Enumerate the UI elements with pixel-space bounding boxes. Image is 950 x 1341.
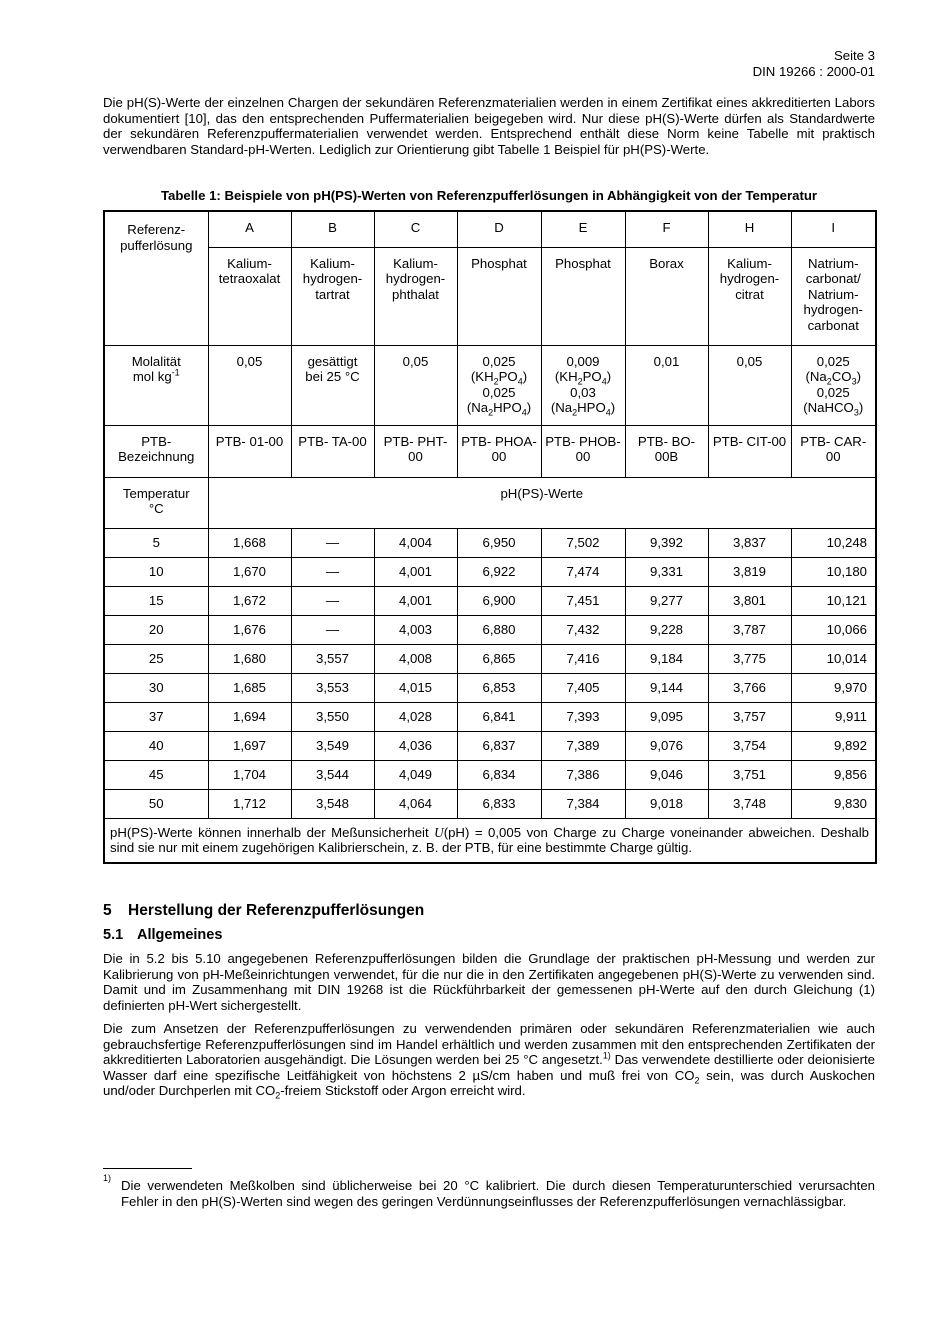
ph-value-cell: 3,751 <box>708 760 791 789</box>
ph-value-cell: 4,049 <box>374 760 457 789</box>
buffer-name-cell: Phosphat <box>457 247 541 345</box>
molality-label: Molalität <box>131 353 181 369</box>
ph-value-cell: — <box>291 586 374 615</box>
ptb-cell: PTB- PHOB-00 <box>541 425 625 477</box>
table-row <box>104 615 876 644</box>
ph-value-cell: 9,184 <box>625 644 708 673</box>
ph-value-cell: 3,544 <box>291 760 374 789</box>
letter-cell: C <box>374 211 457 247</box>
table-row <box>104 789 876 818</box>
temperature-cell: 45 <box>104 760 208 789</box>
table-row <box>104 644 876 673</box>
ph-value-cell: 4,003 <box>374 615 457 644</box>
buffer-name-cell: Kalium-tetraoxalat <box>208 247 291 345</box>
ph-value-cell: 4,001 <box>374 586 457 615</box>
ph-value-cell: 6,841 <box>457 702 541 731</box>
ph-value-cell: 3,837 <box>708 528 791 557</box>
ph-value-cell: 4,064 <box>374 789 457 818</box>
document-id: DIN 19266 : 2000-01 <box>752 64 875 79</box>
ph-value-cell: 7,389 <box>541 731 625 760</box>
ph-value-cell: 1,694 <box>208 702 291 731</box>
ph-value-cell: 4,028 <box>374 702 457 731</box>
buffer-name-cell: Kalium-hydrogen-phthalat <box>374 247 457 345</box>
temperature-cell: 37 <box>104 702 208 731</box>
footnote-text: Die verwendeten Meßkolben sind üblicherweise bei 20 °C kalibriert. Die durch diesen Temperaturunterschied verursachten Fehler in den pH(S)-Werten sind wegen des geringen Verdünnungseinflusses der Referenzpufferlösungen vernachlässigbar. <box>121 1178 875 1209</box>
molality-unit: mol $kg^{-1}$ <box>132 367 180 385</box>
buffer-name-cell: Kalium-hydrogen-citrat <box>708 247 791 345</box>
page-header <box>753 48 875 80</box>
ptb-cell: PTB- CIT-00 <box>708 425 791 477</box>
ptb-cell: PTB- PHT-00 <box>374 425 457 477</box>
ph-value-cell: 1,685 <box>208 673 291 702</box>
ph-value-cell: 9,277 <box>625 586 708 615</box>
ph-value-cell: 9,046 <box>625 760 708 789</box>
molality-cell: 0,01 <box>625 345 708 425</box>
footnote: 1) Die verwendeten Meßkolben sind üblicherweise bei 20 °C kalibriert. Die durch diesen Temperaturunterschied verursachten Fehler in den pH(S)-Werten sind wegen des geringen Verdünnungseinflusses der Referenzpufferlösungen vernachlässigbar. <box>103 1173 875 1209</box>
ptb-cell: PTB- 01-00 <box>208 425 291 477</box>
table-row <box>104 586 876 615</box>
ph-value-cell: 9,892 <box>791 731 876 760</box>
molality-cell: gesättigt bei 25 °C <box>291 345 374 425</box>
ph-value-cell: 9,076 <box>625 731 708 760</box>
letter-cell: H <box>708 211 791 247</box>
ptb-cell: PTB- PHOA-00 <box>457 425 541 477</box>
buffer-table <box>103 210 877 864</box>
ph-value-cell: 7,474 <box>541 557 625 586</box>
paragraph-2: Die zum Ansetzen der Referenzpufferlösungen zu verwendenden primären oder sekundären Referenzmaterialien wie auch gebrauchsfertige Referenzpufferlösungen sind im Handel erhältlich und werden zusammen mit den entsprechenden Zertifikaten der akkreditierten Laboratorien ausgehändigt. Die Lösungen werden bei 25 °C angesetzt.$^{1)}$ Das verwendete destillierte oder deionisierte Wasser darf eine spezifische Leitfähigkeit von höchstens 2 µS/cm haben und muß frei von $CO_2$ sein, was durch Auskochen und/oder Durchperlen mit $CO_2$-freiem Stickstoff oder Argon erreicht wird. <box>103 1021 875 1102</box>
temperature-cell: 20 <box>104 615 208 644</box>
letter-cell: D <box>457 211 541 247</box>
ph-value-cell: 3,754 <box>708 731 791 760</box>
buffer-label-cell <box>104 211 208 345</box>
ph-value-cell: 10,066 <box>791 615 876 644</box>
ph-value-cell: 6,950 <box>457 528 541 557</box>
ph-value-cell: 9,830 <box>791 789 876 818</box>
ph-value-cell: — <box>291 615 374 644</box>
ph-value-cell: 6,833 <box>457 789 541 818</box>
ph-value-cell: 3,775 <box>708 644 791 673</box>
molality-cell: 0,05 <box>708 345 791 425</box>
ph-value-cell: 3,801 <box>708 586 791 615</box>
ph-value-cell: 7,384 <box>541 789 625 818</box>
ph-value-cell: 3,553 <box>291 673 374 702</box>
intro-paragraph: Die pH(S)-Werte der einzelnen Chargen der sekundären Referenzmaterialien werden in einem Zertifikat eines akkreditierten Labors dokumentiert [10], das den entsprechenden Puffermaterialien beigegeben wird. Nur diese pH(S)-Werte dürfen als Standardwerte der sekundären Referenzpuffermaterialien verwendet werden. Entsprechend enthält diese Norm keine Tabelle mit praktisch verwendbaren Standard-pH-Werten. Lediglich zur Orientierung gibt Tabelle 1 Beispiel für pH(PS)-Werte. <box>103 95 875 157</box>
ph-value-cell: 3,549 <box>291 731 374 760</box>
buffer-name-cell: Borax <box>625 247 708 345</box>
molality-label-cell <box>104 345 208 425</box>
temperature-cell: 15 <box>104 586 208 615</box>
ph-value-cell: 6,865 <box>457 644 541 673</box>
ph-value-cell: 3,748 <box>708 789 791 818</box>
ph-value-cell: 6,922 <box>457 557 541 586</box>
buffer-name-cell: Kalium-hydrogen-tartrat <box>291 247 374 345</box>
ph-value-cell: 6,900 <box>457 586 541 615</box>
ph-value-cell: 9,856 <box>791 760 876 789</box>
ph-value-cell: 9,970 <box>791 673 876 702</box>
ph-value-cell: 7,451 <box>541 586 625 615</box>
molality-cell: 0,025 $(KH_2PO_4)$ 0,025 $(Na_2HPO_4)$ <box>457 345 541 425</box>
letter-cell: A <box>208 211 291 247</box>
molality-cell: 0,05 <box>208 345 291 425</box>
ph-value-cell: 7,393 <box>541 702 625 731</box>
page-number: Seite 3 <box>833 48 875 63</box>
ph-value-cell: 7,405 <box>541 673 625 702</box>
ph-value-cell: 3,757 <box>708 702 791 731</box>
ph-value-cell: 7,416 <box>541 644 625 673</box>
footnote-reference: 1) <box>602 1050 611 1061</box>
ph-value-cell: 10,121 <box>791 586 876 615</box>
ph-value-cell: 9,331 <box>625 557 708 586</box>
ph-value-cell: 7,386 <box>541 760 625 789</box>
buffer-label: Referenz-pufferlösung <box>120 222 193 253</box>
ph-value-cell: 1,676 <box>208 615 291 644</box>
ph-value-cell: 9,911 <box>791 702 876 731</box>
ph-value-cell: 1,672 <box>208 586 291 615</box>
buffer-name-cell: Natrium-carbonat/ Natrium-hydrogen-carbonat <box>791 247 876 345</box>
temperature-cell: 30 <box>104 673 208 702</box>
table-note: pH(PS)-Werte können innerhalb der Meßunsicherheit U(pH) = 0,005 von Charge zu Charge voneinander abweichen. Deshalb sind sie nur mit einem zugehörigen Kalibrierschein, z. B. der PTB, für eine bestimmte Charge gültig. <box>104 818 876 863</box>
ph-value-cell: 4,036 <box>374 731 457 760</box>
ph-value-cell: 3,548 <box>291 789 374 818</box>
molality-cell: 0,009 $(KH_2PO_4)$ 0,03 $(Na_2HPO_4)$ <box>541 345 625 425</box>
table-row <box>104 528 876 557</box>
letter-cell: E <box>541 211 625 247</box>
paragraph-1: Die in 5.2 bis 5.10 angegebenen Referenzpufferlösungen bilden die Grundlage der praktischen pH-Messung und werden zur Kalibrierung von pH-Meßeinrichtungen verwendet, für die nur die in den Zertifikaten angegebenen pH(S)-Werte zu verwenden sind. Damit und im Zusammenhang mit DIN 19268 ist die Rückführbarkeit der gemessenen pH-Werte auf den durch Gleichung (1) definierten pH-Wert sichergestellt. <box>103 951 875 1013</box>
ph-value-cell: 9,018 <box>625 789 708 818</box>
ph-values-header: pH(PS)-Werte <box>208 477 876 528</box>
ph-value-cell: 10,180 <box>791 557 876 586</box>
ph-value-cell: 9,144 <box>625 673 708 702</box>
ph-value-cell: 4,004 <box>374 528 457 557</box>
ph-value-cell: 3,550 <box>291 702 374 731</box>
ph-value-cell: 7,432 <box>541 615 625 644</box>
ph-value-cell: 1,697 <box>208 731 291 760</box>
ptb-cell: PTB- BO-00B <box>625 425 708 477</box>
table-row <box>104 557 876 586</box>
ptb-cell: PTB- TA-00 <box>291 425 374 477</box>
ph-value-cell: 7,502 <box>541 528 625 557</box>
table-row <box>104 673 876 702</box>
ph-value-cell: 1,704 <box>208 760 291 789</box>
ph-value-cell: 1,712 <box>208 789 291 818</box>
ph-value-cell: 9,095 <box>625 702 708 731</box>
molality-cell: 0,025 $(Na_2CO_3)$ 0,025 (NaHCO$_3$) <box>791 345 876 425</box>
ph-value-cell: 4,015 <box>374 673 457 702</box>
section-5-heading: 5 Herstellung der Referenzpufferlösungen <box>103 902 425 919</box>
section-5-1-heading: 5.1 Allgemeines <box>103 927 223 943</box>
ph-value-cell: 6,880 <box>457 615 541 644</box>
table-caption: Tabelle 1: Beispiele von pH(PS)-Werten von Referenzpufferlösungen in Abhängigkeit von der Temperatur <box>160 188 818 203</box>
ph-value-cell: 10,248 <box>791 528 876 557</box>
table-row <box>104 731 876 760</box>
molality-cell: 0,05 <box>374 345 457 425</box>
temperature-label-cell: Temperatur °C <box>104 477 208 528</box>
temperature-cell: 50 <box>104 789 208 818</box>
ph-value-cell: 6,853 <box>457 673 541 702</box>
ptb-label-cell: PTB- Bezeichnung <box>104 425 208 477</box>
table-row <box>104 760 876 789</box>
letter-cell: B <box>291 211 374 247</box>
ph-value-cell: 3,819 <box>708 557 791 586</box>
ph-value-cell: — <box>291 557 374 586</box>
ph-value-cell: 4,008 <box>374 644 457 673</box>
letter-cell: I <box>791 211 876 247</box>
ph-value-cell: 6,837 <box>457 731 541 760</box>
ph-value-cell: 3,766 <box>708 673 791 702</box>
ph-value-cell: — <box>291 528 374 557</box>
ph-value-cell: 1,668 <box>208 528 291 557</box>
buffer-name-cell: Phosphat <box>541 247 625 345</box>
ph-value-cell: 1,680 <box>208 644 291 673</box>
ph-value-cell: 4,001 <box>374 557 457 586</box>
temperature-cell: 25 <box>104 644 208 673</box>
temperature-cell: 5 <box>104 528 208 557</box>
ph-value-cell: 9,228 <box>625 615 708 644</box>
table-row <box>104 702 876 731</box>
letter-cell: F <box>625 211 708 247</box>
ph-value-cell: 10,014 <box>791 644 876 673</box>
footnote-divider <box>103 1168 192 1169</box>
ph-value-cell: 6,834 <box>457 760 541 789</box>
ph-value-cell: 3,787 <box>708 615 791 644</box>
temperature-cell: 40 <box>104 731 208 760</box>
ptb-cell: PTB- CAR-00 <box>791 425 876 477</box>
ph-value-cell: 3,557 <box>291 644 374 673</box>
temperature-cell: 10 <box>104 557 208 586</box>
ph-value-cell: 9,392 <box>625 528 708 557</box>
ph-value-cell: 1,670 <box>208 557 291 586</box>
